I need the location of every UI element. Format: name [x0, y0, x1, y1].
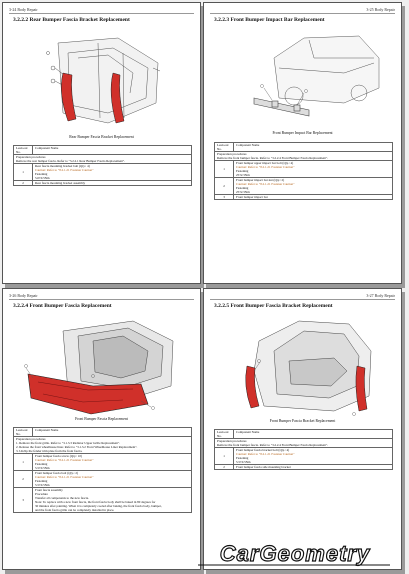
page-header: 3-25 Body Repair: [366, 7, 395, 12]
rear-bumper-bracket-diagram: [38, 33, 163, 128]
figure-caption: Front Bumper Impact Bar Replacement: [272, 131, 333, 135]
figure-caption: Rear Bumper Fascia Bracket Replacement: [69, 135, 134, 139]
manual-page-3-25: [203, 2, 402, 284]
front-fascia-diagram: [23, 316, 178, 416]
manual-page-3-27: [203, 288, 402, 570]
section-title: 3.2.2.3 Front Bumper Impact Bar Replacement: [214, 17, 325, 23]
front-fascia-bracket-diagram: [239, 316, 374, 416]
component-table: Lead-out No. Component Name Preparation procedures Remove the rear bumper fascia. Refer to "3.2.2.1 Rear Bumper Fascia Replacement". 1 Rear fascia mounting bracket bolt (Qty.: 4) Caution: Refer to "8.2.1.21 Fastener Caution" Fastening 5.0±0.5Nm 2 Rear fascia mounting bracket assembly: [13, 145, 192, 186]
manual-page-3-24: [2, 2, 201, 284]
cargeometry-logo: [190, 540, 400, 568]
component-table: Lead-out No. Component Name Preparation procedures Remove the front bumper fascia. Refer to "3.2.2.4 Front Bumper Fascia Replacement". 1 Front bumper upper impact bar bolt (Qty.: 4) Caution: Refer to "8.2.1.21 Fastener Caution" Fastening 25±2.5Nm 2 Front bumper impact bar nut (Qty.: 2) Caution: Refer to "8.2.1.21 Fastener Caution" Fastening 25±2.5Nm 3 Front bumper impact bar: [214, 142, 393, 200]
section-title: 3.2.2.4 Front Bumper Fascia Replacement: [13, 303, 112, 309]
component-table: Lead-out No. Component Name Preparation procedures Remove the front bumper fascia. Refer to "3.2.2.4 Front Bumper Fascia Replacement". 1 Front bumper fascia bracket bolt (Qty.: 4) Caution: Refer to "8.2.1.21 Fastener Caution" Fastening 5.5±0.5Nm 2 Front bumper fascia side mounting bracket: [214, 429, 393, 470]
page-header: 3-27 Body Repair: [366, 293, 395, 298]
front-impact-bar-diagram: [234, 28, 384, 123]
component-table: Lead-out No. Component Name Preparation procedures 1. Remove the front grille. Refer to "3.1.3.3 Radiator Upper Grille Replacement". 2. Release the front wheelhouse liner. Refer to "3.1.3.2 Front Wheelhouse Liner Replacement". 3. Unclip the fender trim plate from the front fascia. 1 Front bumper fascia screw (Qty.: 10) Caution: Refer to "8.2.1.21 Fastener Caution" Fastening 5.5±0.5Nm 2 Front bumper fascia bolt (Qty.: 2) Caution: Refer to "8.2.1.21 Fastener Caution" Fastening 5.5±0.5Nm 3 Front fascia assembly Procedure Transfer all components to the new fascia. Note: To replace with a new front fascia, the front fascia body shall be baked in 80 degrees for 30 minutes after painting. When it is completely cooled after baking, the front fascia body, bumper, and the front fascia grille can be completely installed in place.: [13, 427, 192, 513]
figure-caption: Front Bumper Fascia Bracket Replacement: [269, 419, 336, 423]
manual-page-3-26: [2, 288, 201, 570]
section-title: 3.2.2.2 Rear Bumper Fascia Bracket Replacement: [13, 17, 130, 23]
svg-text:CarGeometry: CarGeometry: [219, 541, 371, 566]
page-header: 3-24 Body Repair: [9, 7, 38, 12]
section-title: 3.2.2.5 Front Bumper Fascia Bracket Replacement: [214, 303, 333, 309]
figure-caption: Front Bumper Fascia Replacement: [75, 417, 128, 421]
page-header: 3-26 Body Repair: [9, 293, 38, 298]
